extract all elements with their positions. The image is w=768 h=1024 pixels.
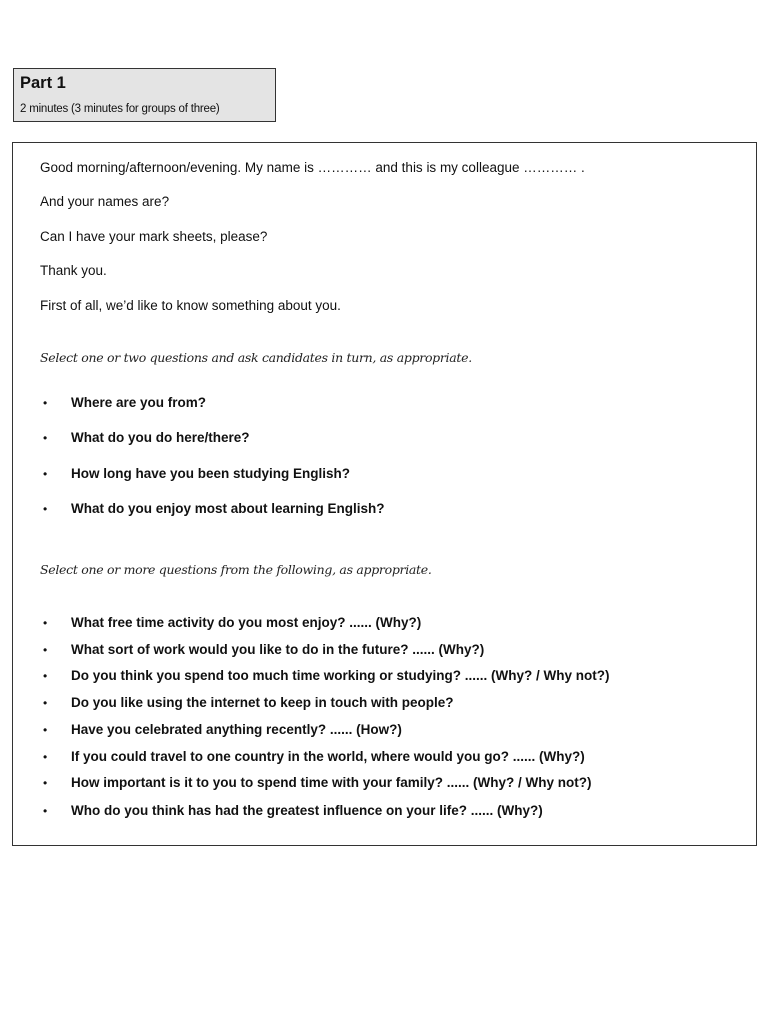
bullet-icon: • bbox=[43, 643, 48, 657]
mark-sheets-line: Can I have your mark sheets, please? bbox=[40, 229, 268, 244]
part-title: Part 1 bbox=[20, 74, 66, 92]
bullet-icon: • bbox=[43, 467, 48, 481]
greeting-line: Good morning/afternoon/evening. My name is ………… and this is my colleague ………… . bbox=[40, 160, 585, 175]
question-text: What do you do here/there? bbox=[71, 430, 250, 445]
question-text: Where are you from? bbox=[71, 395, 207, 410]
part-timing: 2 minutes (3 minutes for groups of three) bbox=[20, 103, 220, 115]
bullet-icon: • bbox=[43, 616, 48, 630]
question-text: How important is it to you to spend time with your family? ...... (Why? / Why not?) bbox=[71, 775, 592, 790]
question-text: What do you enjoy most about learning English? bbox=[71, 501, 385, 516]
question-text: Do you think you spend too much time working or studying? ...... (Why? / Why not?) bbox=[71, 668, 610, 683]
examiner-script-box bbox=[12, 142, 757, 846]
bullet-icon: • bbox=[43, 431, 48, 445]
question-text: What free time activity do you most enjoy? ...... (Why?) bbox=[71, 615, 422, 630]
bullet-icon: • bbox=[43, 502, 48, 516]
first-of-all-line: First of all, we’d like to know something about you. bbox=[40, 298, 341, 313]
bullet-icon: • bbox=[43, 723, 48, 737]
bullet-icon: • bbox=[43, 776, 48, 790]
bullet-icon: • bbox=[43, 696, 48, 710]
section1-instruction: Select one or two questions and ask candidates in turn, as appropriate. bbox=[40, 350, 472, 365]
question-text: What sort of work would you like to do in the future? ...... (Why?) bbox=[71, 642, 485, 657]
part-header-box bbox=[13, 68, 276, 122]
ask-names-line: And your names are? bbox=[40, 194, 170, 209]
question-text: How long have you been studying English? bbox=[71, 466, 351, 481]
question-text: Who do you think has had the greatest influence on your life? ...... (Why?) bbox=[71, 803, 543, 818]
question-text: If you could travel to one country in the world, where would you go? ...... (Why?) bbox=[71, 749, 585, 764]
bullet-icon: • bbox=[43, 750, 48, 764]
bullet-icon: • bbox=[43, 396, 48, 410]
bullet-icon: • bbox=[43, 669, 48, 683]
thank-you-line: Thank you. bbox=[40, 263, 107, 278]
section2-instruction: Select one or more questions from the following, as appropriate. bbox=[40, 562, 432, 577]
question-text: Have you celebrated anything recently? ...... (How?) bbox=[71, 722, 402, 737]
bullet-icon: • bbox=[43, 804, 48, 818]
question-text: Do you like using the internet to keep in touch with people? bbox=[71, 695, 454, 710]
